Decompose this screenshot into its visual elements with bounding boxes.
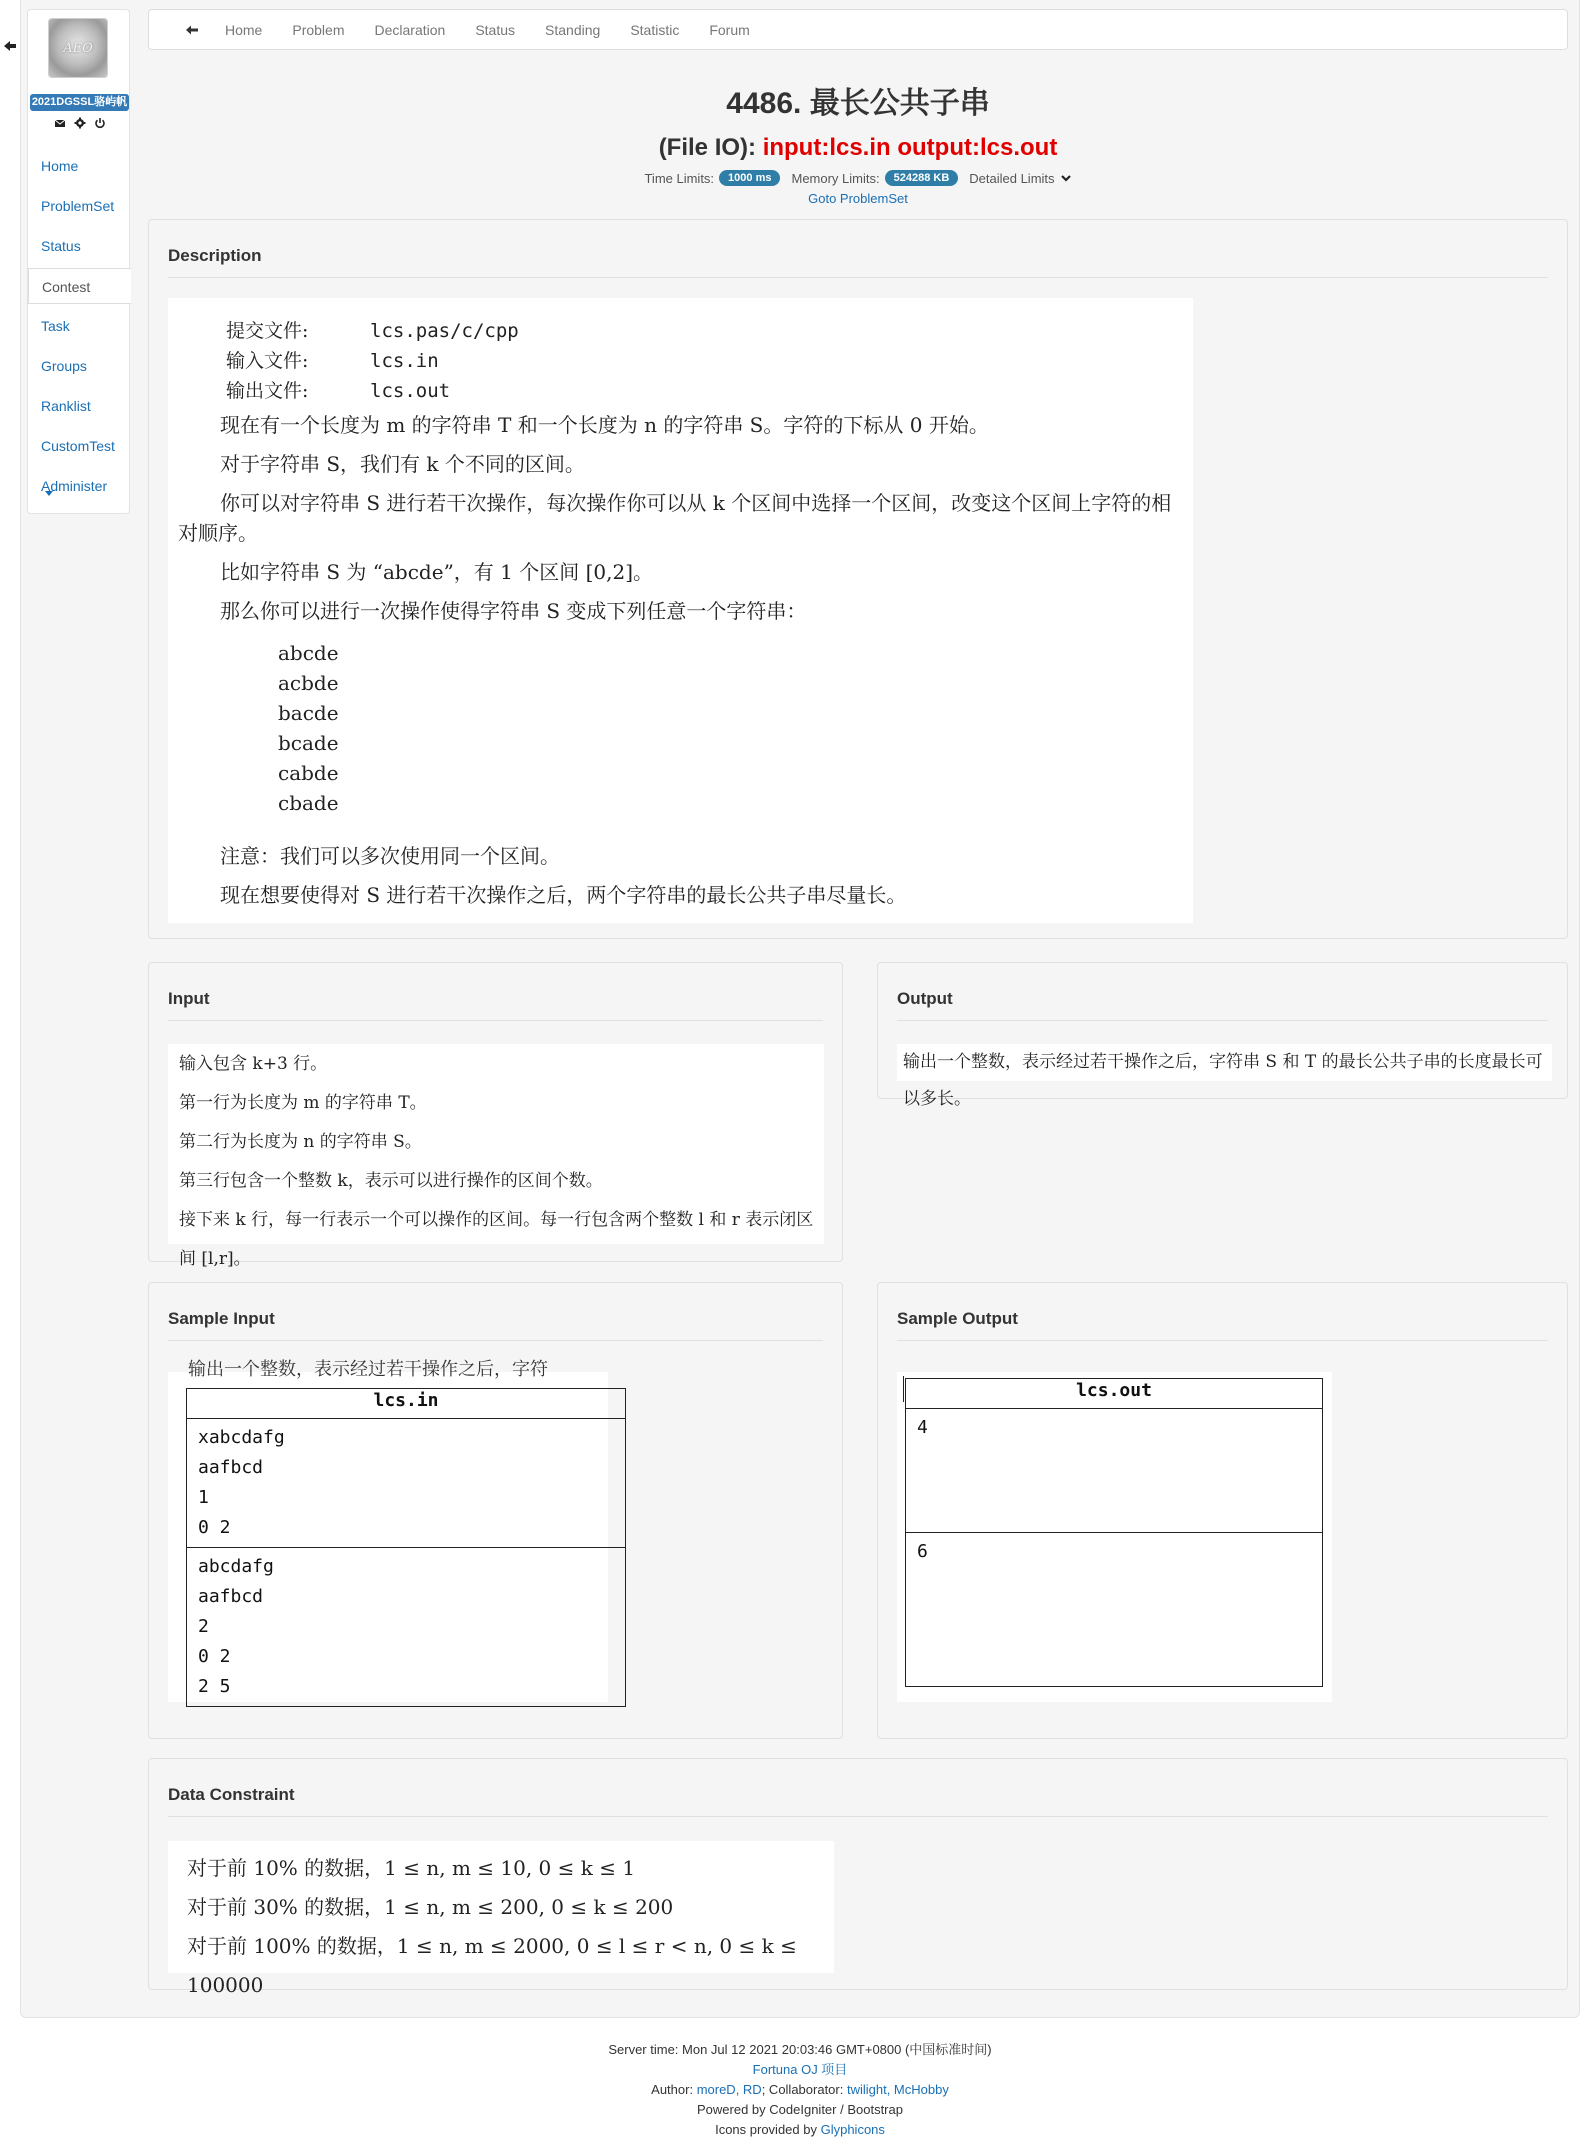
sample-input-table	[186, 1388, 626, 1707]
description-paragraph: 那么你可以进行一次操作使得字符串 S 变成下列任意一个字符串：	[220, 599, 807, 623]
sample-input-body	[168, 1359, 608, 1702]
footer	[20, 2040, 1580, 2140]
description-heading: Description	[168, 246, 262, 265]
permutation-item: cbade	[278, 791, 339, 815]
glyphicons-link[interactable]: Glyphicons	[820, 2122, 885, 2137]
gear-icon[interactable]	[74, 117, 86, 129]
sidebar-item-customtest[interactable]: CustomTest	[41, 438, 115, 454]
input-line: 第一行为长度为 m 的字符串 T。	[179, 1093, 427, 1113]
output-panel	[877, 962, 1568, 1109]
divider	[168, 1816, 1548, 1817]
icons-line	[20, 2120, 1580, 2140]
description-paragraph: 你可以对字符串 S 进行若干次操作，每次操作你可以从 k 个区间中选择一个区间，改变这个区间上字符的相对顺序。	[178, 491, 1172, 545]
sample-output-header: lcs.out	[906, 1379, 1323, 1409]
envelope-icon[interactable]	[54, 117, 66, 129]
author-line	[20, 2080, 1580, 2100]
sample-input-case-1	[187, 1419, 626, 1548]
description-paragraph: 对于字符串 S，我们有 k 个不同的区间。	[220, 452, 585, 476]
output-heading: Output	[897, 989, 953, 1008]
constraint-heading: Data Constraint	[168, 1785, 295, 1804]
page-back-arrow-icon[interactable]	[2, 38, 18, 54]
input-heading: Input	[168, 989, 210, 1008]
sample-line: 4	[917, 1417, 928, 1438]
sidebar-item-status[interactable]: Status	[41, 238, 81, 254]
tab-declaration[interactable]: Declaration	[374, 21, 446, 38]
divider	[897, 1020, 1548, 1021]
file-value: lcs.in	[370, 350, 439, 372]
sidebar-item-administer[interactable]: Administer	[41, 478, 108, 494]
time-limit-label: Time Limits:	[644, 170, 715, 186]
divider	[168, 1020, 823, 1021]
divider	[903, 1376, 904, 1402]
divider	[168, 1340, 823, 1341]
sidebar	[27, 9, 130, 514]
avatar[interactable]	[48, 18, 108, 78]
icons-label: Icons provided by	[715, 2122, 821, 2137]
sample-line: 2 5	[198, 1676, 231, 1697]
file-key: 提交文件:	[226, 320, 309, 342]
sample-line: aafbcd	[198, 1457, 264, 1478]
sidebar-nav	[28, 146, 131, 506]
sidebar-item-groups[interactable]: Groups	[41, 358, 87, 374]
permutation-item: bacde	[278, 701, 339, 725]
file-io-prefix: (File IO):	[658, 134, 763, 161]
sample-input-heading: Sample Input	[168, 1309, 275, 1328]
description-panel	[148, 219, 1568, 939]
file-row	[226, 346, 519, 376]
power-icon[interactable]	[94, 117, 106, 129]
sample-line: 0 2	[198, 1517, 231, 1538]
sidebar-item-contest[interactable]: Contest	[28, 268, 131, 304]
divider	[897, 1340, 1548, 1341]
sample-output-table	[905, 1378, 1323, 1687]
permutation-item: abcde	[278, 641, 339, 665]
goto-problemset-link[interactable]: Goto ProblemSet	[808, 191, 908, 206]
sample-output-case-2	[906, 1533, 1323, 1687]
collaborator-link[interactable]: twilight, McHobby	[846, 2082, 949, 2097]
constraint-line: 对于前 30% 的数据，1 ≤ n, m ≤ 200, 0 ≤ k ≤ 200	[187, 1895, 674, 1919]
file-key: 输入文件:	[226, 350, 309, 372]
file-io-files: input:lcs.in output:lcs.out	[762, 134, 1058, 161]
description-paragraph: 注意：我们可以多次使用同一个区间。	[220, 844, 560, 868]
tab-status[interactable]: Status	[475, 21, 516, 38]
file-key: 输出文件:	[226, 380, 309, 402]
description-paragraph: 现在有一个长度为 m 的字符串 T 和一个长度为 n 的字符串 S。字符的下标从 0 开始。	[220, 413, 989, 437]
sidebar-item-ranklist[interactable]: Ranklist	[41, 398, 91, 414]
username-badge[interactable]: 2021DGSSL骆屿帆	[30, 94, 129, 111]
file-value: lcs.pas/c/cpp	[370, 320, 519, 342]
file-io-line	[148, 134, 1568, 162]
tab-problem[interactable]: Problem	[292, 21, 345, 38]
file-row	[226, 316, 519, 346]
back-arrow-icon[interactable]	[185, 23, 199, 37]
file-table	[226, 316, 519, 406]
output-line: 输出一个整数，表示经过若干操作之后，字符串 S 和 T 的最长公共子串的长度最长可以多长。	[903, 1052, 1543, 1109]
detailed-limits-toggle[interactable]: Detailed Limits	[969, 170, 1055, 186]
sample-line: 6	[917, 1541, 928, 1562]
input-line: 输入包含 k+3 行。	[179, 1054, 328, 1074]
sidebar-item-problemset[interactable]: ProblemSet	[41, 198, 115, 214]
input-line: 第二行为长度为 n 的字符串 S。	[179, 1132, 422, 1152]
tab-forum[interactable]: Forum	[709, 21, 750, 38]
constraint-line: 对于前 10% 的数据，1 ≤ n, m ≤ 10, 0 ≤ k ≤ 1	[187, 1856, 636, 1880]
file-value: lcs.out	[370, 380, 451, 402]
divider	[168, 277, 1548, 278]
powered-by: Powered by CodeIgniter / Bootstrap	[697, 2102, 903, 2117]
sample-output-heading: Sample Output	[897, 1309, 1018, 1328]
collaborator-label: ; Collaborator:	[761, 2082, 847, 2097]
top-navbar	[148, 9, 1568, 50]
constraint-panel	[148, 1758, 1568, 1997]
tab-home[interactable]: Home	[225, 21, 263, 38]
output-body	[897, 1044, 1552, 1109]
sample-line: aafbcd	[198, 1586, 264, 1607]
input-line: 接下来 k 行，每一行表示一个可以操作的区间。每一行包含两个整数 l 和 r 表示闭区间 [l,r]。	[179, 1210, 814, 1269]
cut-off-text: 输出一个整数，表示经过若干操作之后，字符	[188, 1359, 548, 1380]
sample-line: 1	[198, 1487, 209, 1508]
problem-title: 4486. 最长公共子串	[726, 87, 990, 120]
constraint-body	[168, 1841, 834, 1997]
memory-limit-label: Memory Limits:	[791, 170, 880, 186]
sample-output-body	[897, 1372, 1332, 1702]
permutation-item: acbde	[278, 671, 339, 695]
author-link[interactable]: moreD, RD	[696, 2082, 762, 2097]
sample-input-panel	[148, 1282, 843, 1739]
sample-output-panel	[877, 1282, 1568, 1739]
time-limit-badge: 1000 ms	[719, 170, 780, 186]
input-line: 第三行包含一个整数 k，表示可以进行操作的区间个数。	[179, 1171, 603, 1191]
sample-line: 2	[198, 1616, 209, 1637]
user-icons	[50, 116, 110, 130]
sample-line: 0 2	[198, 1646, 231, 1667]
description-paragraph: 比如字符串 S 为 “abcde”，有 1 个区间 [0,2]。	[220, 560, 653, 584]
sample-input-header: lcs.in	[187, 1389, 626, 1419]
tab-statistic[interactable]: Statistic	[630, 21, 680, 38]
input-body	[168, 1044, 824, 1269]
memory-limit-badge: 524288 KB	[885, 170, 959, 186]
sidebar-item-task[interactable]: Task	[41, 318, 70, 334]
file-row	[226, 376, 519, 406]
input-panel	[148, 962, 843, 1269]
permutation-item: cabde	[278, 761, 339, 785]
caret-down-icon[interactable]	[45, 491, 53, 496]
sidebar-item-home[interactable]: Home	[41, 158, 79, 174]
sample-line: abcdafg	[198, 1556, 274, 1577]
tab-standing[interactable]: Standing	[545, 21, 601, 38]
description-paragraph: 现在想要使得对 S 进行若干次操作之后，两个字符串的最长公共子串尽量长。	[220, 883, 907, 907]
constraint-line: 对于前 100% 的数据，1 ≤ n, m ≤ 2000, 0 ≤ l ≤ r < n, 0 ≤ k ≤ 100000	[187, 1934, 797, 1997]
avatar-text: AEO	[63, 40, 93, 56]
sample-output-case-1	[906, 1409, 1323, 1533]
chevron-down-icon[interactable]	[1060, 172, 1072, 184]
permutation-item: bcade	[278, 731, 339, 755]
description-body	[168, 298, 1193, 923]
sample-input-case-2	[187, 1548, 626, 1707]
project-link[interactable]: Fortuna OJ 项目	[752, 2062, 848, 2077]
sample-line: xabcdafg	[198, 1427, 285, 1448]
limits-line	[148, 170, 1568, 186]
author-label: Author:	[651, 2082, 697, 2097]
server-time: Server time: Mon Jul 12 2021 20:03:46 GMT+0800 (中国标准时间)	[608, 2042, 992, 2057]
